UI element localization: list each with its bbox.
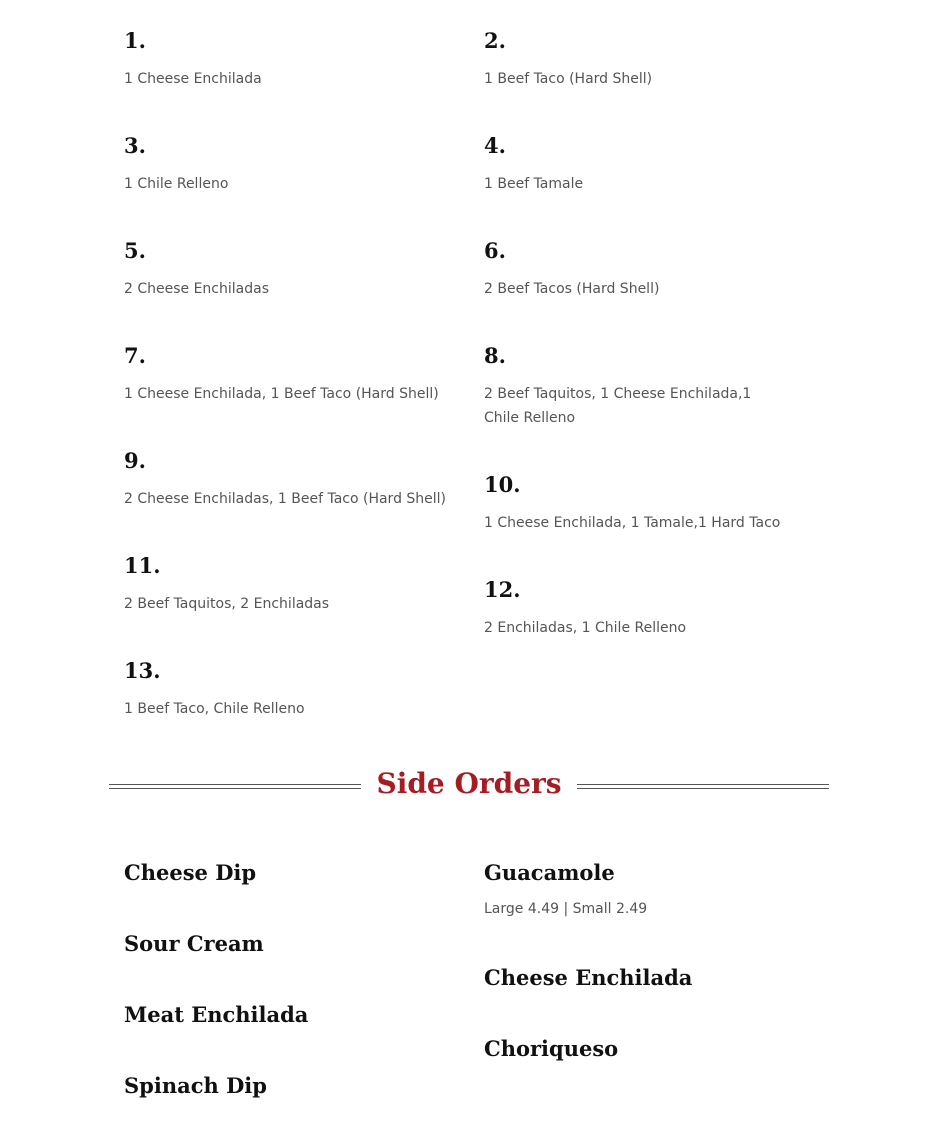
combo-number: 11. (124, 553, 161, 578)
combo-number: 10. (484, 472, 521, 497)
side-order-item (124, 1000, 484, 1071)
combo-item (484, 238, 784, 343)
combo-number: 9. (124, 448, 146, 473)
combo-item (124, 553, 484, 658)
side-order-name: Cheese Enchilada (484, 965, 693, 990)
combo-description: 1 Beef Tamale (484, 176, 584, 192)
combo-number: 2. (484, 28, 506, 53)
side-order-name: Sour Cream (124, 931, 264, 956)
combo-item (124, 133, 484, 238)
section-title: Side Orders (376, 767, 562, 800)
combo-number: 8. (484, 343, 506, 368)
combo-description: 2 Beef Tacos (Hard Shell) (484, 281, 660, 297)
combo-number: 7. (124, 343, 146, 368)
combo-item (484, 472, 784, 577)
combo-column-left (124, 28, 484, 763)
combo-item (484, 343, 784, 472)
combo-description: 2 Beef Taquitos, 1 Cheese Enchilada,1 Chile Relleno (484, 386, 752, 426)
combo-grid (124, 28, 844, 763)
combo-item (124, 658, 484, 763)
combo-description: 1 Cheese Enchilada, 1 Beef Taco (Hard Shell) (124, 386, 439, 402)
combo-description: 1 Beef Taco (Hard Shell) (484, 71, 653, 87)
combo-number: 5. (124, 238, 146, 263)
combo-description: 1 Cheese Enchilada, 1 Tamale,1 Hard Taco (484, 515, 781, 531)
combo-description: 2 Cheese Enchiladas, 1 Beef Taco (Hard Shell) (124, 491, 447, 507)
side-order-name: Meat Enchilada (124, 1002, 309, 1027)
divider-right (577, 784, 829, 789)
combo-description: 1 Beef Taco, Chile Relleno (124, 701, 305, 717)
side-orders-grid (124, 858, 844, 1142)
side-order-name: Guacamole (484, 860, 615, 885)
side-order-price: Large 4.49 | Small 2.49 (484, 901, 648, 917)
side-order-name: Spinach Dip (124, 1073, 267, 1098)
combo-item (484, 133, 784, 238)
combo-item (124, 238, 484, 343)
side-order-item (124, 929, 484, 1000)
side-orders-column-right (484, 858, 844, 1142)
combo-number: 4. (484, 133, 506, 158)
combo-description: 2 Beef Taquitos, 2 Enchiladas (124, 596, 330, 612)
side-order-item (484, 963, 844, 1034)
combo-item (484, 28, 784, 133)
combo-description: 2 Cheese Enchiladas (124, 281, 269, 297)
combo-item (124, 28, 484, 133)
side-orders-column-left (124, 858, 484, 1142)
side-order-item (124, 858, 484, 929)
combo-description: 1 Cheese Enchilada (124, 71, 262, 87)
side-order-item (484, 858, 844, 963)
combo-item (124, 448, 484, 553)
combo-number: 6. (484, 238, 506, 263)
side-order-item (124, 1071, 484, 1142)
side-orders-header (109, 762, 829, 806)
side-order-name: Cheese Dip (124, 860, 257, 885)
side-order-item (484, 1034, 844, 1105)
combo-description: 2 Enchiladas, 1 Chile Relleno (484, 620, 687, 636)
combo-column-right (484, 28, 784, 763)
side-order-name: Choriqueso (484, 1036, 619, 1061)
combo-number: 1. (124, 28, 146, 53)
combo-item (484, 577, 784, 682)
combo-item (124, 343, 484, 448)
combo-number: 13. (124, 658, 161, 683)
combo-description: 1 Chile Relleno (124, 176, 229, 192)
combo-number: 12. (484, 577, 521, 602)
combo-number: 3. (124, 133, 146, 158)
